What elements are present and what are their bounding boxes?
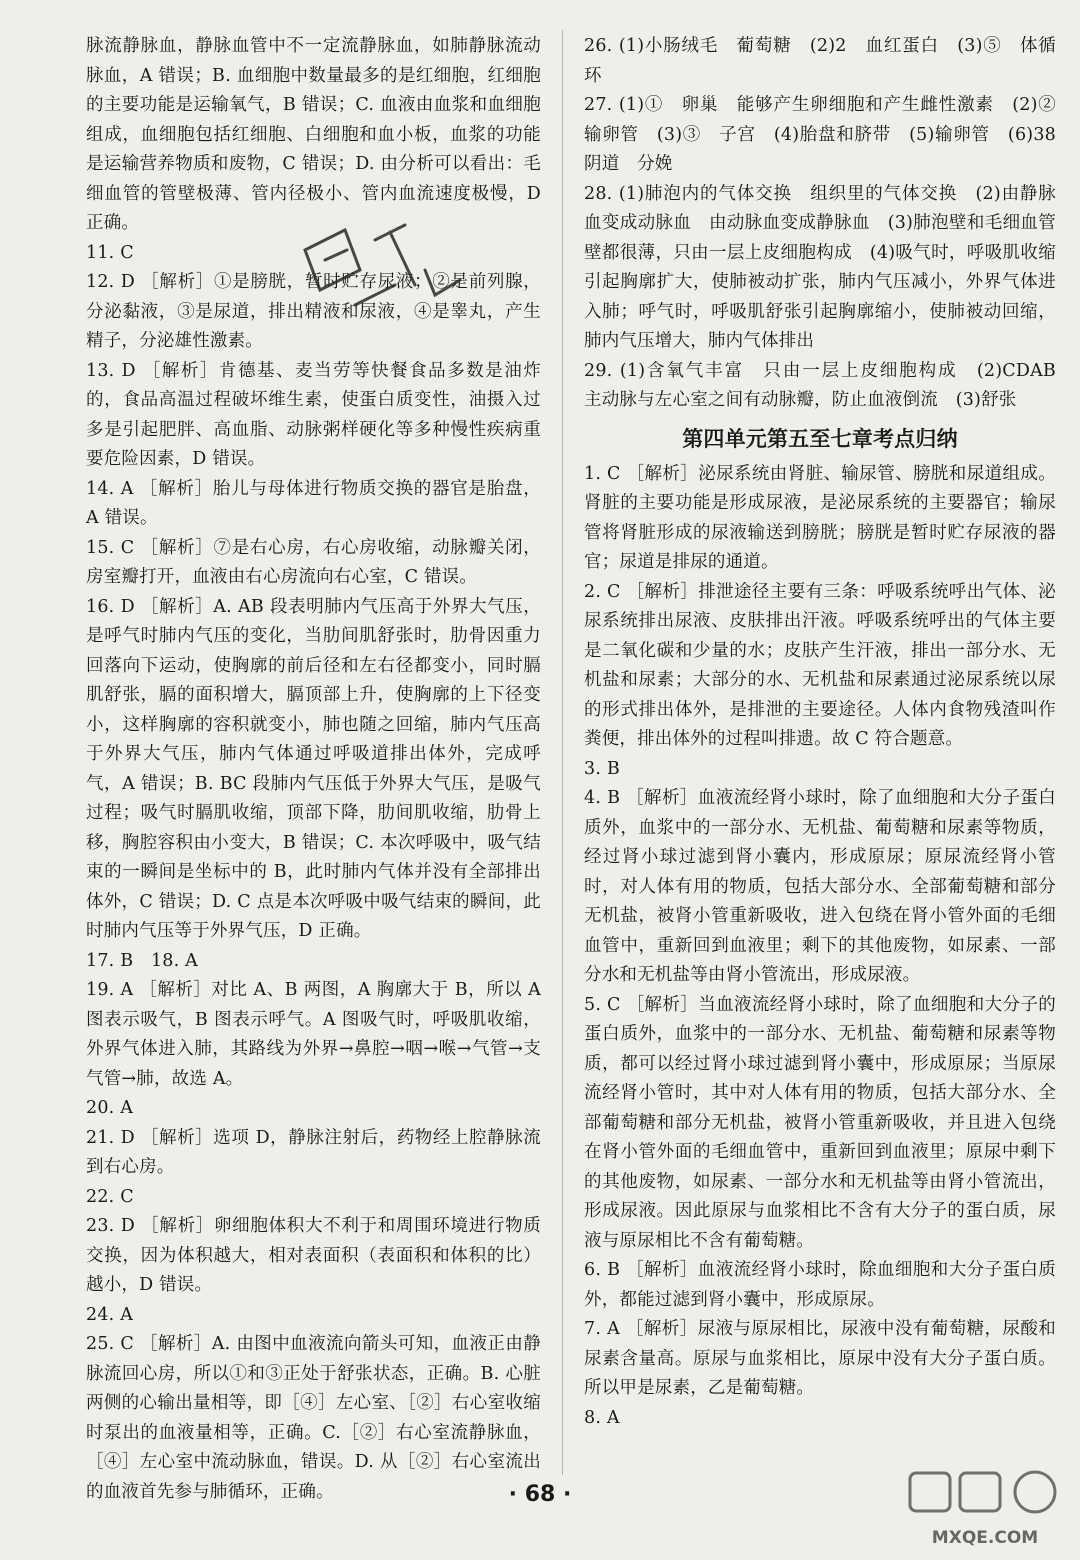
right-items-before (584, 32, 1074, 416)
right-column (584, 32, 1074, 1433)
answer-item: 6. B ［解析］血液流经肾小球时，除血细胞和大分子蛋白质外，都能过滤到肾小囊中，形成原尿。 (584, 1260, 1056, 1310)
answer-item: 16. D ［解析］A. AB 段表明肺内气压高于外界大气压，是呼气时肺内气压的变化，当肋间肌舒张时，肋骨因重力回落向下运动，使胸廓的前后径和左右径都变小，同时膈肌舒张，膈的面积增大，膈顶部上升，使胸廓的上下径变小，这样胸廓的容积就变小，肺也随之回缩，肺内气压高于外界大气压，肺内气体通过呼吸道排出体外，完成呼气，A 错误；B. BC 段肺内气压低于外界大气压，是吸气过程；吸气时膈肌收缩，顶部下降，肋间肌收缩，肋骨上移，胸腔容积由小变大，B 错误；C. 本次呼吸中，吸气结束的一瞬间是坐标中的 B，此时肺内气体并没有全部排出体外，C 错误；D. C 点是本次呼吸中吸气结束的瞬间，此时肺内气压等于外界气压，D 正确。 (86, 596, 541, 941)
page-number: · 68 · (508, 1482, 572, 1507)
answer-item: 脉流静脉血，静脉血管中不一定流静脉血，如肺静脉流动脉血，A 错误；B. 血细胞中数量最多的是红细胞，红细胞的主要功能是运输氧气，B 错误；C. 血液由血浆和血细胞组成，血细胞包括红细胞、白细胞和血小板，血浆的功能是运输营养物质和废物，C 错误；D. 由分析可以看出：毛细血管的管壁极薄、管内径极小、管内血流速度极慢，D 正确。 (86, 36, 541, 233)
answer-item: 14. A ［解析］胎儿与母体进行物质交换的器官是胎盘，A 错误。 (86, 478, 541, 528)
answer-item: 29. (1)含氧气丰富 只由一层上皮细胞构成 (2)CDAB 主动脉与左心室之间有动脉瓣，防止血液倒流 (3)舒张 (584, 360, 1074, 410)
answer-item: 28. (1)肺泡内的气体交换 组织里的气体交换 (2)由静脉血变成动脉血 由动脉血变成静脉血 (3)肺泡壁和毛细血管壁都很薄，只由一层上皮细胞构成 (4)吸气时，呼吸肌收缩引起胸廓扩大，使肺被动扩张，肺内气压减小，外界气体进入肺；呼气时，呼吸肌舒张引起胸廓缩小，使肺被动回缩，肺内气压增大，肺内气体排出 (584, 183, 1056, 351)
answer-item: 25. C ［解析］A. 由图中血液流向箭头可知，血液正由静脉流回心房，所以①和③正处于舒张状态，正确。B. 心脏两侧的心输出量相等，即［④］左心室、［②］右心室收缩时泵出的血液量相等，正确。C.［②］右心室流静脉血，［④］左心室中流动脉血，错误。D. 从［②］右心室流出的血液首先参与肺循环，正确。 (86, 1334, 541, 1502)
right-items-after (584, 460, 1056, 1434)
answer-item: 26. (1)小肠绒毛 葡萄糖 (2)2 血红蛋白 (3)⑤ 体循环 (584, 36, 1056, 86)
answer-item: 19. A ［解析］对比 A、B 两图，A 胸廓大于 B，所以 A 图表示吸气，B 图表示呼气。A 图吸气时，呼吸肌收缩，外界气体进入肺，其路线为外界→鼻腔→咽→喉→气管→支气管→肺，故选 A。 (86, 980, 541, 1089)
answer-item: 1. C ［解析］泌尿系统由肾脏、输尿管、膀胱和尿道组成。肾脏的主要功能是形成尿液，是泌尿系统的主要器官；输尿管将肾脏形成的尿液输送到膀胱；膀胱是暂时贮存尿液的器官；尿道是排尿的通道。 (584, 463, 1056, 572)
answer-item: 24. A (86, 1304, 134, 1325)
answer-item: 23. D ［解析］卵细胞体积大不利于和周围环境进行物质交换，因为体积越大，相对表面积（表面积和体积的比）越小，D 错误。 (86, 1216, 541, 1295)
answer-item: 15. C ［解析］⑦是右心房，右心房收缩，动脉瓣关闭，房室瓣打开，血液由右心房流向右心室，C 错误。 (86, 537, 541, 587)
answer-item: 4. B ［解析］血液流经肾小球时，除了血细胞和大分子蛋白质外，血浆中的一部分水、无机盐、葡萄糖和尿素等物质，经过肾小球过滤到肾小囊内，形成原尿；原尿流经肾小管时，对人体有用的物质，包括大部分水、全部葡萄糖和部分无机盐，被肾小管重新吸收，进入包绕在肾小管外面的毛细血管中，重新回到血液里；剩下的其他废物，如尿素、一部分水和无机盐等由肾小管流出，形成尿液。 (584, 788, 1056, 985)
answer-item: 11. C (86, 242, 134, 263)
column-divider (562, 30, 563, 1475)
answer-item: 8. A (584, 1407, 620, 1428)
svg-text:MXQE.COM: MXQE.COM (931, 1528, 1039, 1548)
answer-item: 22. C (86, 1186, 134, 1207)
handwritten-stamp-mark (285, 210, 485, 340)
answer-item: 7. A ［解析］尿液与原尿相比，尿液中没有葡萄糖，尿酸和尿素含量高。原尿与血浆相比，原尿中没有大分子蛋白质。所以甲是尿素，乙是葡萄糖。 (584, 1319, 1056, 1398)
answer-item: 12. D ［解析］①是膀胱，暂时贮存尿液；②是前列腺，分泌黏液，③是尿道，排出精液和尿液，④是睾丸，产生精子，分泌雄性激素。 (86, 272, 541, 351)
answer-item: 17. B 18. A (86, 950, 198, 971)
answer-item: 2. C ［解析］排泄途径主要有三条：呼吸系统呼出气体、泌尿系统排出尿液、皮肤排出汗液。呼吸系统呼出的气体主要是二氧化碳和少量的水；皮肤产生汗液，排出一部分水、无机盐和尿素；大部分的水、无机盐和尿素通过泌尿系统以尿的形式排出体外，是排泄的主要途径。人体内食物残渣叫作粪便，排出体外的过程叫排遗。故 C 符合题意。 (584, 581, 1056, 749)
answer-item: 3. B (584, 758, 620, 779)
answer-item: 13. D ［解析］肯德基、麦当劳等快餐食品多数是油炸的，食品高温过程破坏维生素，使蛋白质变性，油摄入过多是引起肥胖、高血脂、动脉粥样硬化等多种慢性疾病重要危险因素，D 错误。 (86, 360, 541, 469)
answer-item: 5. C ［解析］当血液流经肾小球时，除了血细胞和大分子的蛋白质外，血浆中的一部分水、无机盐、葡萄糖和尿素等物质，都可以经过肾小球过滤到肾小囊中，形成原尿；当原尿流经肾小管时，其中对人体有用的物质，包括大部分水、全部葡萄糖和部分无机盐，被肾小管重新吸收，并且进入包绕在肾小管外面的毛细血管中，重新回到血液里；原尿中剩下的其他废物，如尿素、一部分水和无机盐等由肾小管流出，形成尿液。因此原尿与血浆相比不含有大分子的蛋白质，尿液与原尿相比不含有葡萄糖。 (584, 994, 1056, 1251)
site-watermark-logo (900, 1465, 1070, 1555)
section-title: 第四单元第五至七章考点归纳 (682, 426, 958, 451)
answer-item: 21. D ［解析］选项 D，静脉注射后，药物经上腔静脉流到右心房。 (86, 1127, 541, 1177)
answer-item: 27. (1)① 卵巢 能够产生卵细胞和产生雌性激素 (2)② 输卵管 (3)③ 子宫 (4)胎盘和脐带 (5)输卵管 (6)38 阴道 分娩 (584, 95, 1074, 174)
answer-item: 20. A (86, 1098, 134, 1118)
